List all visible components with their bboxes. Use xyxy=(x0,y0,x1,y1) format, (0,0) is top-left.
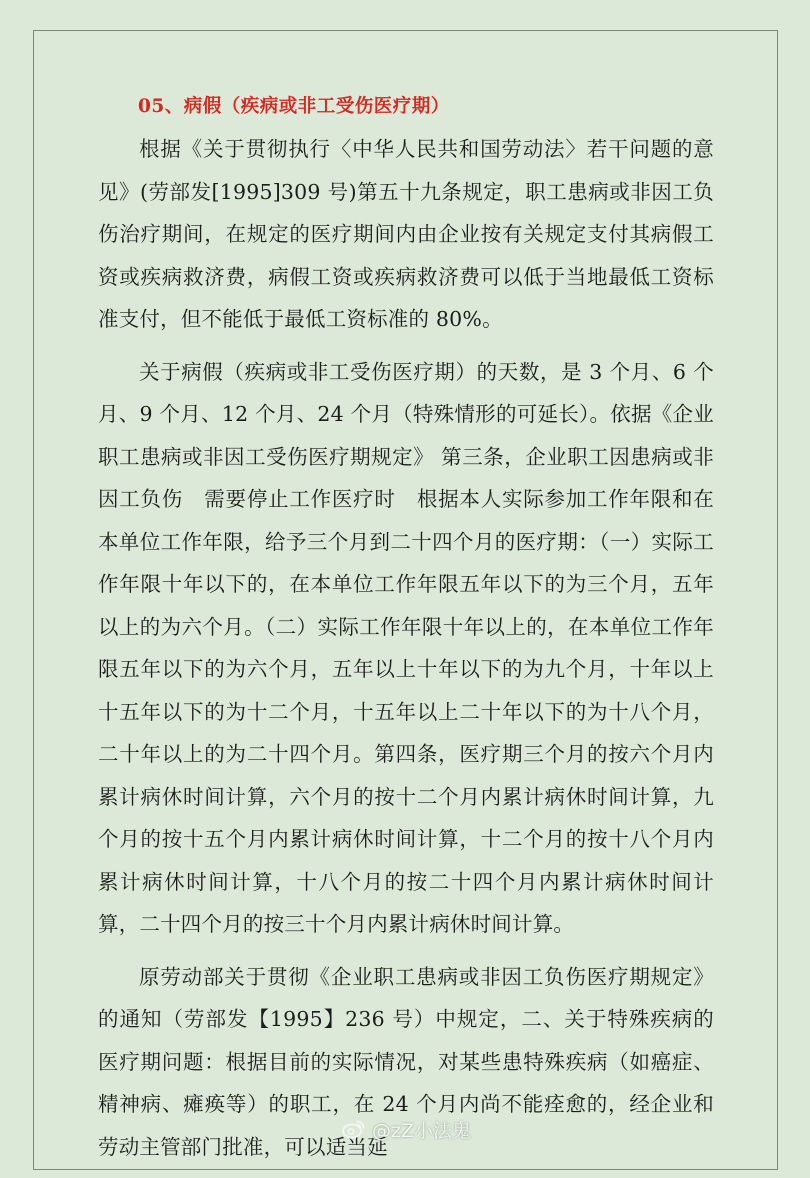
paragraph-special-disease: 原劳动部关于贯彻《企业职工患病或非因工负伤医疗期规定》的通知（劳部发【1995】236 号）中规定，二、关于特殊疾病的医疗期问题：根据目前的实际情况，对某些患特殊疾病（如癌症、精神病、瘫痪等）的职工，在 24 个月内尚不能痊愈的，经企业和劳动主管部门批准，可以适当延 xyxy=(98,964,714,1159)
document-body xyxy=(98,90,714,1178)
weibo-watermark xyxy=(342,1116,471,1142)
weibo-icon xyxy=(342,1119,366,1139)
paragraph-sick-pay: 根据《关于贯彻执行〈中华人民共和国劳动法〉若干问题的意见》(劳部发[1995]309 号)第五十九条规定，职工患病或非因工负伤治疗期间，在规定的医疗期间内由企业按有关规定支付其病假工资或疾病救济费，病假工资或疾病救济费可以低于当地最低工资标准支付，但不能低于最低工资标准的 80%。 xyxy=(98,137,714,331)
watermark-text: @zZ小法鬼 xyxy=(372,1119,471,1142)
section-heading: 05、病假（疾病或非工受伤医疗期） xyxy=(138,96,450,117)
paragraph-medical-period: 关于病假（疾病或非工受伤医疗期）的天数，是 3 个月、6 个月、9 个月、12 个月、24 个月（特殊情形的可延长）。依据《企业职工患病或非因工受伤医疗期规定》 第三条，企业职工因患病或非因工负伤 需要停止工作医疗时 根据本人实际参加工作年限和在本单位工作年限，给予三个月到二十四个月的医疗期：（一）实际工作年限十年以下的，在本单位工作年限五年以下的为三个月，五年以上的为六个月。（二）实际工作年限十年以上的，在本单位工作年限五年以下的为六个月，五年以上十年以下的为九个月，十年以上十五年以下的为十二个月，十五年以上二十年以下的为十八个月，二十年以上的为二十四个月。第四条，医疗期三个月的按六个月内累计病休时间计算，六个月的按十二个月内累计病休时间计算，九个月的按十五个月内累计病休时间计算，十二个月的按十八个月内累计病休时间计算，十八个月的按二十四个月内累计病休时间计算，二十四个月的按三十个月内累计病休时间计算。 xyxy=(98,359,714,936)
